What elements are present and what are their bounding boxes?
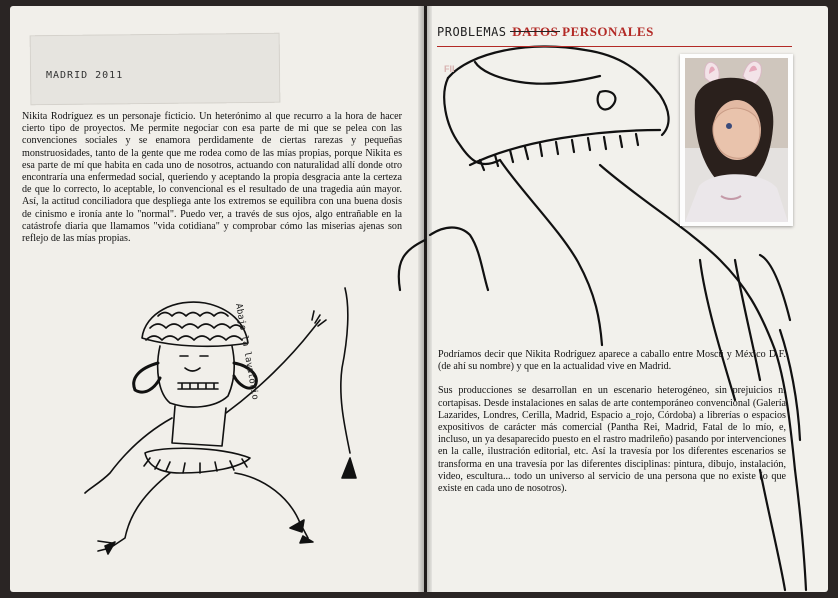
intro-paragraph: Nikita Rodríguez es un personaje ficticio. Un heterónimo al que recurro a la hora de hacer cierto tipo de proyectos. Me permite negociar con esa parte de mi que se pelea con las convenciones sociales y se enamora perdidamente de ciertas rarezas y pequeñas monstruosidades, tanto de la gente que me rodea como de las mías propias, porque Nikita es esa parte de mí que habita en cada uno de nosotros, actuando con naturalidad allí donde otro encontraría una enfermedad social, queriendo y aceptando la propia desgracia ante la certeza de que lo correcto, lo aceptable, lo convencional es el resultado de una tragedia aún mayor. Así, la actitud conciliadora que despliega ante los extremos se equilibra con una buena dosis de cinismo e ironía ante lo "normal". Puedo ver, a través de sus ojos, algo entrañable en la catástrofe diaria que llamamos "vida cotidiana" y comprobar cómo las miserias ajenas son reflejo de las mías propias.	[22, 111, 402, 245]
portrait-photo	[680, 54, 793, 226]
bio-text	[438, 349, 786, 507]
header-struck-word: DATOS	[512, 24, 559, 39]
section-header	[437, 24, 792, 40]
header-handwritten-word: PROBLEMAS	[437, 25, 507, 39]
ink-drawing-character-icon	[50, 268, 370, 558]
date-label: MADRID 2011	[46, 70, 124, 81]
form-label: FII	[444, 64, 455, 74]
faded-form-print	[440, 50, 676, 95]
photo-portrait-icon	[685, 58, 788, 222]
header-rule	[437, 46, 792, 47]
header-rest: PERSONALES	[562, 24, 654, 39]
drawing-caption: Abajo la lavatorio	[233, 302, 260, 401]
bio-paragraph: Sus producciones se desarrollan en un escenario heterogéneo, sin prejuicios ni cortapisas. Desde instalaciones en salas de arte contemporáneo convencional (Galería Lazarides, Londres, Cerilla, Madrid, Espacio a_rojo, Córdoba) a librerías o espacios expositivos de carácter más comercial (Pantha Rei, Madrid, Fatal de lo mío, e, incluso, un ya desaparecido puesto en el rastro madrileño) pasando por intervenciones en la calle, ilustración editorial, etc. Así la travesía por los diferentes escenarios se transforma en una travesía por las diferentes disciplinas: pintura, dibujo, instalación, video, escultura... todo un universo al servicio de una persona que no existe (o que existe en cada uno de nosotros).	[438, 385, 786, 495]
bio-paragraph: Podríamos decir que Nikita Rodríguez aparece a caballo entre Moscú y México D.F. (de ahí su nombre) y que en la actualidad vive en Madrid.	[438, 349, 786, 373]
